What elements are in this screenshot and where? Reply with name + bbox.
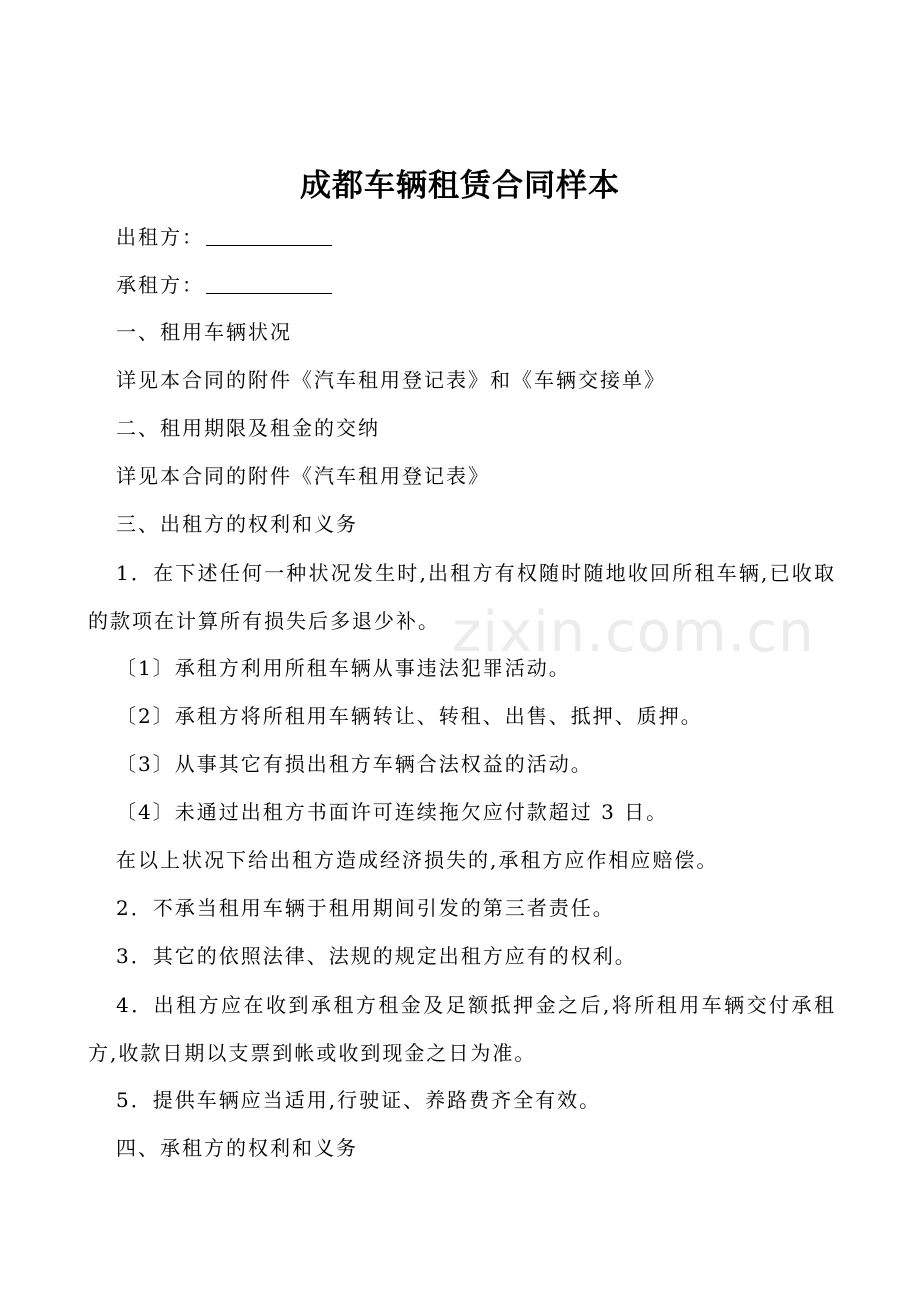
section-3-note: 在以上状况下给出租方造成经济损失的,承租方应作相应赔偿。 — [116, 848, 719, 872]
section-3-paragraph-1: 1．在下述任何一种状况发生时,出租方有权随时随地收回所租车辆,已收取的款项在计算所有损失后多退少补。 — [88, 561, 836, 633]
section-3-paragraph-5: 5．提供车辆应当适用,行驶证、养路费齐全有效。 — [116, 1088, 602, 1112]
section-3-item-2: 〔2〕承租方将所租用车辆转让、转租、出售、抵押、质押。 — [116, 704, 703, 728]
lessee-line — [116, 270, 332, 300]
lessee-label: 承租方： — [116, 273, 204, 297]
section-3-heading: 三、出租方的权利和义务 — [116, 512, 358, 536]
section-3-paragraph-3: 3．其它的依照法律、法规的规定出租方应有的权利。 — [116, 944, 637, 968]
section-3-item-1: 〔1〕承租方利用所租车辆从事违法犯罪活动。 — [116, 656, 571, 680]
lessor-line — [116, 222, 332, 252]
section-2-heading: 二、租用期限及租金的交纳 — [116, 416, 380, 440]
section-1-heading: 一、租用车辆状况 — [116, 320, 292, 344]
lessor-label: 出租方： — [116, 225, 204, 249]
section-4-heading: 四、承租方的权利和义务 — [116, 1136, 358, 1160]
section-3-paragraph-4: 4．出租方应在收到承租方租金及足额抵押金之后,将所租用车辆交付承租方,收款日期以支票到帐或收到现金之日为准。 — [88, 993, 836, 1065]
document-title: 成都车辆租赁合同样本 — [300, 168, 620, 204]
watermark: zixin.com.cn — [452, 600, 815, 665]
section-3-paragraph-2: 2．不承当租用车辆于租用期间引发的第三者责任。 — [116, 896, 615, 920]
lessee-blank — [206, 273, 332, 294]
section-1-body: 详见本合同的附件《汽车租用登记表》和《车辆交接单》 — [116, 368, 666, 392]
section-3-item-4: 〔4〕未通过出租方书面许可连续拖欠应付款超过 3 日。 — [116, 800, 669, 824]
lessor-blank — [206, 225, 332, 246]
section-2-body: 详见本合同的附件《汽车租用登记表》 — [116, 464, 490, 488]
section-3-item-3: 〔3〕从事其它有损出租方车辆合法权益的活动。 — [116, 752, 593, 776]
